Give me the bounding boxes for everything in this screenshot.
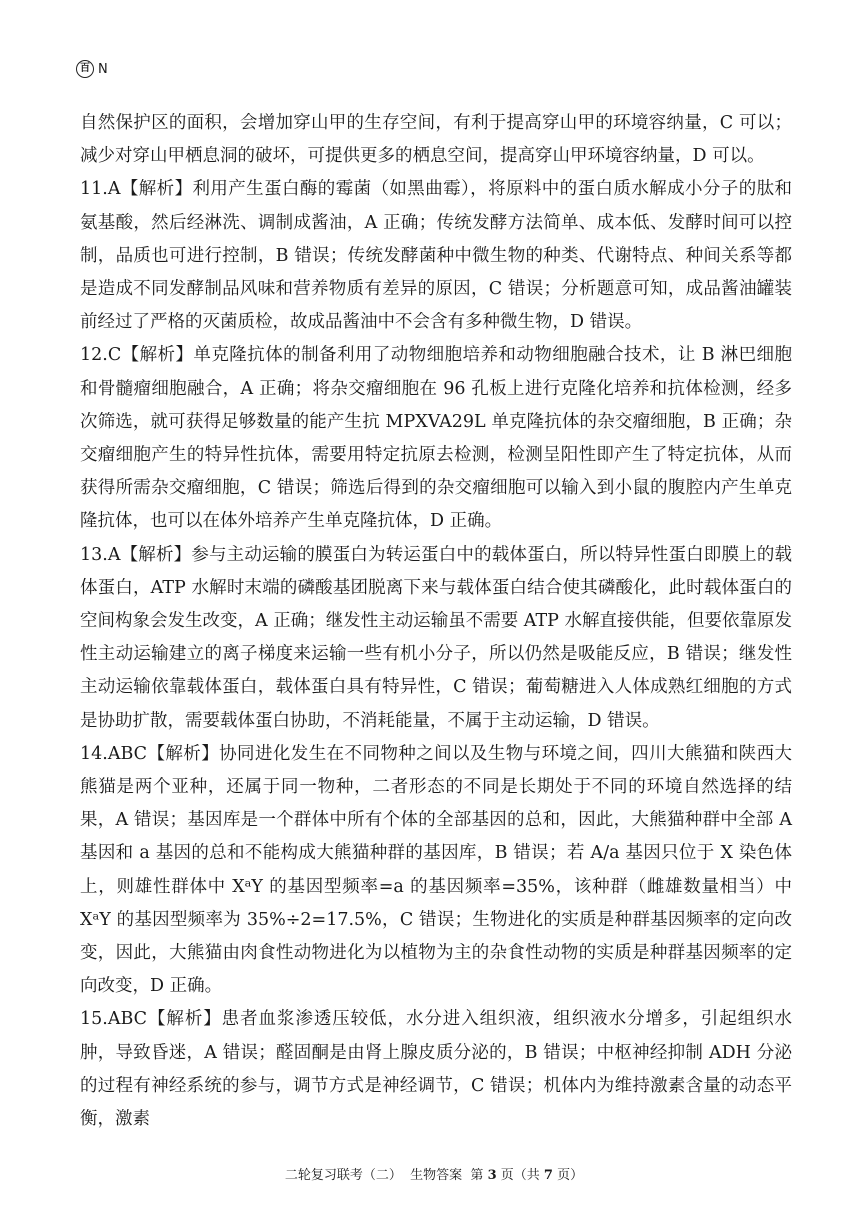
footer-page-suffix: 页） xyxy=(557,1168,584,1183)
header-logo xyxy=(76,60,108,78)
footer-page-total: 7 xyxy=(543,1168,553,1183)
footer-page-number: 3 xyxy=(487,1168,497,1183)
answer-11: 11.A【解析】利用产生蛋白酶的霉菌（如黑曲霉），将原料中的蛋白质水解成小分子的肽和氨基酸，然后经淋洗、调制成酱油，A 正确；传统发酵方法简单、成本低、发酵时间可以控制，品质也可进行控制，B 错误；传统发酵菌种中微生物的种类、代谢特点、种间关系等都是造成不同发酵制品风味和营养物质有差异的原因，C 错误；分析题意可知，成品酱油罐装前经过了严格的灭菌质检，故成品酱油中不会含有多种微生物，D 错误。 xyxy=(80,179,792,333)
footer-subject: 生物答案 xyxy=(410,1168,463,1183)
page-footer xyxy=(0,1164,868,1183)
footer-exam: 二轮复习联考（二） xyxy=(284,1168,402,1183)
answer-15: 15.ABC【解析】患者血浆渗透压较低，水分进入组织液，组织液水分增多，引起组织水肿，导致昏迷，A 错误；醛固酮是由肾上腺皮质分泌的，B 错误；中枢神经抑制 ADH 分泌的过程有神经系统的参与，调节方式是神经调节，C 错误；机体内为维持激素含量的动态平衡，激素 xyxy=(80,1009,792,1130)
paragraph-continuation: 自然保护区的面积，会增加穿山甲的生存空间，有利于提高穿山甲的环境容纳量，C 可以；减少对穿山甲栖息洞的破坏，可提供更多的栖息空间，提高穿山甲环境容纳量，D 可以。 xyxy=(80,113,792,167)
answer-content xyxy=(80,107,792,1136)
footer-page-prefix: 第 xyxy=(470,1168,484,1183)
answer-14: 14.ABC【解析】协同进化发生在不同物种之间以及生物与环境之间，四川大熊猫和陕西大熊猫是两个亚种，还属于同一物种，二者形态的不同是长期处于不同的环境自然选择的结果，A 错误；基因库是一个群体中所有个体的全部基因的总和，因此，大熊猫种群中全部 A 基因和 a 基因的总和不能构成大熊猫种群的基因库，B 错误；若 A/a 基因只位于 X 染色体上，则雄性群体中 XᵃY 的基因型频率=a 的基因频率=35%，该种群（雌雄数量相当）中 XᵃY 的基因型频率为 35%÷2=17.5%，C 错误；生物进化的实质是种群基因频率的定向改变，因此，大熊猫由肉食性动物进化为以植物为主的杂食性动物的实质是种群基因频率的定向改变，D 正确。 xyxy=(80,743,792,997)
logo-letter: N xyxy=(98,61,108,77)
answer-13: 13.A【解析】参与主动运输的膜蛋白为转运蛋白中的载体蛋白，所以特异性蛋白即膜上的载体蛋白，ATP 水解时末端的磷酸基团脱离下来与载体蛋白结合使其磷酸化，此时载体蛋白的空间构象会发生改变，A 正确；继发性主动运输虽不需要 ATP 水解直接供能，但要依靠原发性主动运输建立的离子梯度来运输一些有机小分子，所以仍然是吸能反应，B 错误；继发性主动运输依靠载体蛋白，载体蛋白具有特异性，C 错误；葡萄糖进入人体成熟红细胞的方式是协助扩散，需要载体蛋白协助，不消耗能量，不属于主动运输，D 错误。 xyxy=(80,544,792,731)
answer-12: 12.C【解析】单克隆抗体的制备利用了动物细胞培养和动物细胞融合技术，让 B 淋巴细胞和骨髓瘤细胞融合，A 正确；将杂交瘤细胞在 96 孔板上进行克隆化培养和抗体检测，经多次筛选，就可获得足够数量的能产生抗 MPXVA29L 单克隆抗体的杂交瘤细胞，B 正确；杂交瘤细胞产生的特异性抗体，需要用特定抗原去检测，检测呈阳性即产生了特定抗体，从而获得所需杂交瘤细胞，C 错误；筛选后得到的杂交瘤细胞可以输入到小鼠的腹腔内产生单克隆抗体，也可以在体外培养产生单克隆抗体，D 正确。 xyxy=(80,345,792,532)
logo-icon: 百 xyxy=(76,60,94,78)
footer-page-mid: 页（共 xyxy=(500,1168,540,1183)
